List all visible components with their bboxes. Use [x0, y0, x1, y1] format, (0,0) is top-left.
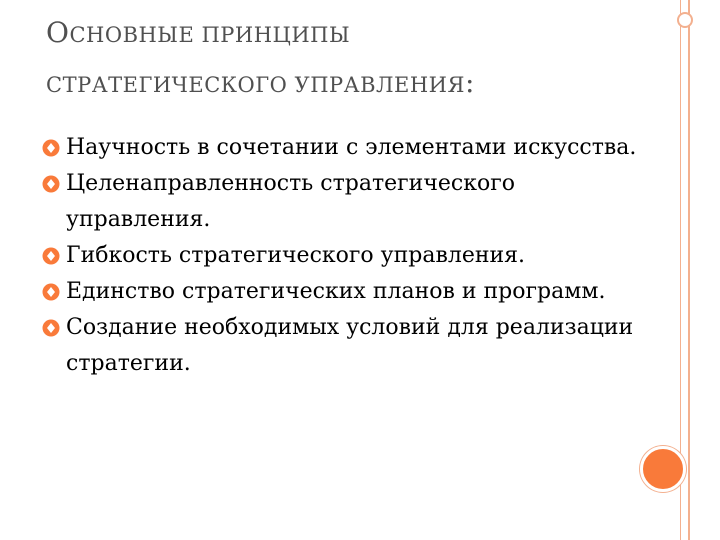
bullet-text: Создание необходимых условий для реализации стратегии.: [66, 315, 634, 376]
circled-diamond-icon: [42, 247, 60, 265]
bullet-text: Гибкость стратегического управления.: [66, 243, 526, 268]
circled-diamond-icon: [42, 319, 60, 337]
circled-diamond-icon: [42, 139, 60, 157]
frame-line-inner: [688, 0, 690, 540]
list-item: [40, 166, 640, 238]
bullet-text: Научность в сочетании с элементами искусства.: [66, 135, 637, 160]
decorative-orange-circle: [640, 446, 686, 492]
title-line-1-rest: СНОВНЫЕ ПРИНЦИПЫ: [69, 23, 351, 47]
list-item: [40, 310, 640, 382]
title-line-2: [46, 68, 646, 100]
title-initial-cap: О: [46, 16, 70, 49]
title-line-1: [46, 18, 646, 50]
bullet-list: [40, 130, 640, 382]
circled-diamond-icon: [42, 283, 60, 301]
frame-top-circle: [677, 12, 693, 28]
bullet-text: Единство стратегических планов и программ.: [66, 279, 606, 304]
list-item: [40, 274, 640, 310]
bullet-text: Целенаправленность стратегического управления.: [66, 171, 515, 232]
circled-diamond-icon: [42, 175, 60, 193]
list-item: [40, 238, 640, 274]
title-colon: :: [464, 66, 475, 99]
slide-title: [46, 18, 646, 100]
title-line-2-text: СТРАТЕГИЧЕСКОГО УПРАВЛЕНИЯ: [46, 73, 465, 97]
list-item: [40, 130, 640, 166]
